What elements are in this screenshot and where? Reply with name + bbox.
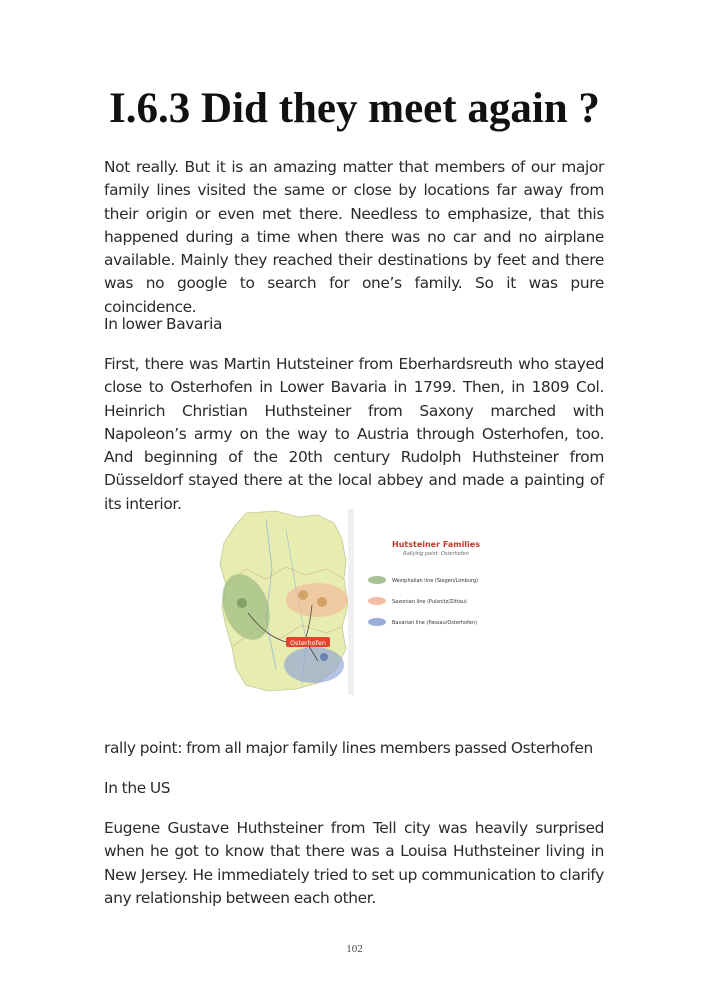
intro-paragraph: Not really. But it is an amazing matter that members of our major family lines visited the same or close by locations far away from their origin or even met there. Needless to emphasize, that this happened during a time when there was no car and no airplane available. Mainly they reached their destinations by feet and there was no google to search for one’s family. So it was pure coincidence. bbox=[104, 158, 604, 316]
saxonian-line-area bbox=[286, 583, 348, 617]
section-heading: I.6.3 Did they meet again ? bbox=[109, 85, 600, 132]
saxonian-marker bbox=[317, 597, 327, 607]
bavaria-paragraph: First, there was Martin Hutsteiner from Eberhardsreuth who stayed close to Osterhofen in Lower Bavaria in 1799. Then, in 1809 Col. Heinrich Christian Huthsteiner from Saxony marched with Napoleon’s army on the way to Austria through Osterhofen, too. And beginning of the 20th century Rudolph Huthsteiner from Düsseldorf stayed there at the local abbey and made a painting of its interior. bbox=[104, 355, 604, 513]
family-map-figure bbox=[206, 509, 496, 695]
legend-subtitle: Rallying point: Osterhofen bbox=[403, 551, 469, 557]
us-paragraph: Eugene Gustave Huthsteiner from Tell city was heavily surprised when he got to know that there was a Louisa Huthsteiner living in New Jersey. He immediately tried to set up communication to clarify any relationship between each other. bbox=[104, 819, 604, 907]
germany-map-svg bbox=[206, 509, 496, 695]
lower-bavaria-heading: In lower Bavaria bbox=[104, 315, 223, 333]
legend-label-westphalian: Westphalian line (Siegen/Limburg) bbox=[392, 578, 479, 584]
bavarian-marker bbox=[320, 653, 328, 661]
legend-swatch-bavarian bbox=[368, 618, 386, 626]
legend-label-bavarian: Bavarian line (Passau/Osterhofen) bbox=[392, 620, 478, 626]
legend-swatch-saxonian bbox=[368, 597, 386, 605]
rally-point-label: Osterhofen bbox=[289, 639, 327, 647]
legend-swatch-westphalian bbox=[368, 576, 386, 584]
saxonian-marker bbox=[298, 590, 308, 600]
figure-caption: rally point: from all major family lines members passed Osterhofen bbox=[104, 739, 593, 757]
westphalian-marker bbox=[237, 598, 247, 608]
page-number: 102 bbox=[346, 943, 363, 955]
legend-title: Hutsteiner Families bbox=[392, 540, 480, 549]
legend-label-saxonian: Saxonian line (Pulsnitz/Zittau) bbox=[392, 599, 467, 605]
map-edge bbox=[348, 509, 354, 695]
bavarian-line-area bbox=[284, 647, 344, 683]
us-heading: In the US bbox=[104, 779, 171, 797]
